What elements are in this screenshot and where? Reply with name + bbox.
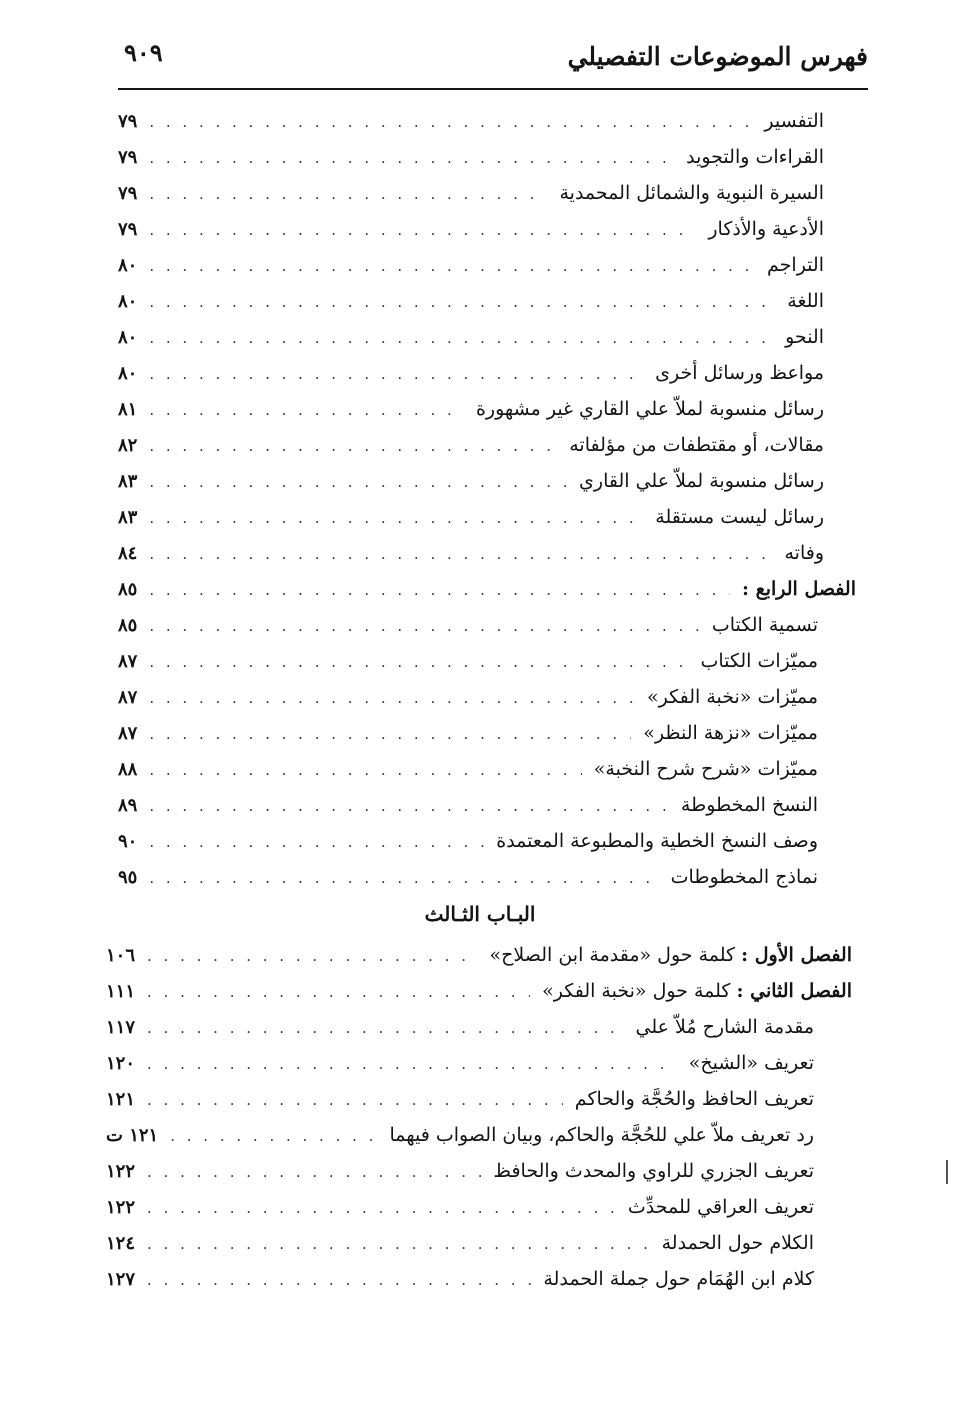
toc-entry-page: ١٢٧ (106, 1269, 136, 1290)
toc-leader-dots (149, 113, 752, 131)
toc-entry-page: ٩٠ (118, 831, 138, 852)
toc-entry (118, 722, 818, 758)
toc-entry-label: كلمة حول «مقدمة ابن الصلاح» (489, 944, 736, 966)
toc-leader-dots (147, 1199, 616, 1217)
toc-entry-page: ٧٩ (118, 183, 138, 204)
toc-entry-label: مميّزات الكتاب (700, 650, 818, 672)
toc-entry-label: اللغة (787, 290, 824, 312)
toc-entry-label: النحو (785, 326, 824, 348)
toc-entry-page: ٧٩ (118, 147, 138, 168)
toc-leader-dots (147, 1019, 624, 1037)
toc-leader-dots (147, 1091, 563, 1109)
toc-entry-page: ٨٧ (118, 723, 138, 744)
toc-leader-dots (147, 947, 478, 965)
toc-entry-label: تعريف العراقي للمحدِّث (627, 1196, 814, 1218)
toc-entry-page: ٨٨ (118, 759, 138, 780)
toc-entry-page: ٨٧ (118, 687, 138, 708)
toc-entry-page: ٨٠ (118, 291, 138, 312)
toc-entry (118, 794, 818, 830)
toc-entry-page: ١١٧ (106, 1017, 136, 1038)
toc-entry (118, 146, 824, 182)
toc-entry-label: تعريف الحافظ والحُجَّة والحاكم (574, 1088, 814, 1110)
toc-entry-label: كلمة حول «نخبة الفكر» (542, 980, 731, 1002)
toc-entry-label: رد تعريف ملاّ علي للحُجَّة والحاكم، وبيان الصواب فيهما (389, 1124, 814, 1146)
toc-entry-label: رسائل منسوبة لملاّ علي القاري غير مشهورة (475, 398, 824, 420)
toc-entry-page: ٩٥ (118, 867, 138, 888)
toc-entry-page: ١٢٠ (106, 1053, 136, 1074)
toc-entry-label: مميّزات «شرح شرح النخبة» (593, 758, 818, 780)
toc-entry-page: ١٢١ (106, 1089, 136, 1110)
toc-entry-label: مميّزات «نخبة الفكر» (647, 686, 818, 708)
toc-leader-dots (149, 797, 669, 815)
toc-entry-label: مميّزات «نزهة النظر» (643, 722, 818, 744)
toc-entry (118, 254, 824, 290)
toc-entry (118, 398, 824, 434)
toc-entry-page: ٨٣ (118, 507, 138, 528)
toc-entry-label: التراجم (767, 254, 824, 276)
toc-leader-dots (149, 329, 773, 347)
toc-entry-label: السيرة النبوية والشمائل المحمدية (559, 182, 824, 204)
toc-leader-dots (149, 473, 567, 491)
toc-entry-label: وفاته (784, 542, 824, 564)
toc-entry-page: ٨٤ (118, 543, 138, 564)
toc-entry-page: ٨٩ (118, 795, 138, 816)
toc-entry-page: ٨٥ (118, 579, 138, 600)
toc-entry-label: تسمية الكتاب (711, 614, 818, 636)
toc-leader-dots (149, 581, 730, 599)
toc-entry-page: ٨٠ (118, 255, 138, 276)
toc-entry (118, 542, 824, 578)
toc-leader-dots (149, 185, 547, 203)
toc-entry (106, 1196, 814, 1232)
toc-entry-label: مقالات، أو مقتطفات من مؤلفاته (569, 434, 824, 456)
toc-entry-label: الكلام حول الحمدلة (661, 1232, 814, 1254)
toc-entry-page: ١٢٢ (106, 1197, 136, 1218)
toc-entry-page: ١٢٤ (106, 1233, 136, 1254)
toc-chapter-entry (106, 944, 852, 980)
toc-leader-dots (147, 1055, 677, 1073)
toc-entry (118, 110, 824, 146)
toc-chapter-entry (118, 578, 856, 614)
scan-edge-mark (946, 1160, 948, 1184)
toc-leader-dots (147, 1235, 650, 1253)
toc-entry-label: مقدمة الشارح مُلاّ علي (635, 1016, 814, 1038)
toc-entry (118, 650, 818, 686)
toc-entry-page: ١١١ (106, 981, 136, 1002)
toc-entry-label: رسائل منسوبة لملاّ علي القاري (579, 470, 824, 492)
toc-leader-dots (149, 257, 755, 275)
toc-entry-label: تعريف «الشيخ» (688, 1052, 814, 1074)
toc-entry (118, 182, 824, 218)
toc-leader-dots (147, 983, 530, 1001)
toc-entry-page: ٧٩ (118, 111, 138, 132)
toc-entry-page: ٧٩ (118, 219, 138, 240)
toc-leader-dots (149, 761, 581, 779)
toc-entry (106, 1088, 814, 1124)
toc-entry (106, 1160, 814, 1196)
toc-entry-page: ٨٥ (118, 615, 138, 636)
toc-entry-page: ٨٢ (118, 435, 138, 456)
toc-entry-page: ١٢٢ (106, 1161, 136, 1182)
toc-entry (118, 614, 818, 650)
toc-leader-dots (149, 401, 464, 419)
header-title: فهرس الموضوعات التفصيلي (567, 42, 868, 71)
toc-entry-label: الفصل الرابع : (741, 578, 856, 600)
toc-entry (118, 326, 824, 362)
toc-leader-dots (149, 149, 674, 167)
toc-entry-page: ١٠٦ (106, 945, 136, 966)
toc-entry (106, 1016, 814, 1052)
toc-entry (118, 434, 824, 470)
toc-entry (118, 830, 818, 866)
toc-entry-label: النسخ المخطوطة (680, 794, 818, 816)
toc-leader-dots (147, 1271, 531, 1289)
toc-entry-label: تعريف الجزري للراوي والمحدث والحافظ (493, 1160, 814, 1182)
toc-chapter-label: الفصل الثاني : (736, 980, 852, 1002)
toc-entry-page: ١٢١ ت (106, 1125, 159, 1146)
toc-leader-dots (149, 221, 696, 239)
toc-entry (118, 686, 818, 722)
toc-entry-label: مواعظ ورسائل أخرى (655, 362, 824, 384)
toc-entry (106, 1052, 814, 1088)
toc-entry-page: ٨٠ (118, 327, 138, 348)
page-header (118, 34, 868, 90)
toc-entry-label: الأدعية والأذكار (708, 218, 824, 240)
toc-entry (118, 866, 818, 902)
toc-leader-dots (149, 833, 484, 851)
toc-chapter-entry (106, 980, 852, 1016)
toc-entry-label: التفسير (764, 110, 824, 132)
toc-entry-label: وصف النسخ الخطية والمطبوعة المعتمدة (496, 830, 818, 852)
toc-leader-dots (149, 617, 700, 635)
toc-leader-dots (149, 725, 631, 743)
header-page-number: ٩٠٩ (124, 38, 163, 67)
toc-leader-dots (149, 545, 772, 563)
toc-leader-dots (149, 293, 775, 311)
toc-entry-page: ٨٠ (118, 363, 138, 384)
toc-leader-dots (147, 1163, 481, 1181)
toc-entry (118, 218, 824, 254)
toc-entry (118, 758, 818, 794)
toc-entry (106, 1232, 814, 1268)
toc-entry (118, 506, 824, 542)
toc-entry (118, 290, 824, 326)
toc-entry (118, 362, 824, 398)
toc-leader-dots (149, 689, 635, 707)
toc-entry-label: كلام ابن الهُمَام حول جملة الحمدلة (543, 1268, 814, 1290)
section-heading: البـاب الثـالث (424, 902, 536, 926)
toc-entry (106, 1268, 814, 1304)
toc-leader-dots (149, 437, 557, 455)
toc-entry-label: رسائل ليست مستقلة (655, 506, 824, 528)
toc-entry-page: ٨٧ (118, 651, 138, 672)
toc-leader-dots (149, 869, 658, 887)
toc-leader-dots (149, 365, 643, 383)
toc-entry-label: القراءات والتجويد (686, 146, 824, 168)
toc-leader-dots (149, 653, 688, 671)
toc-entry-page: ٨٣ (118, 471, 138, 492)
toc-entry (118, 470, 824, 506)
toc-entry-label: نماذج المخطوطات (670, 866, 818, 888)
toc-entry (106, 1124, 814, 1160)
toc-leader-dots (149, 509, 643, 527)
toc-leader-dots (170, 1127, 377, 1145)
toc-chapter-label: الفصل الأول : (741, 944, 852, 966)
toc-entry-page: ٨١ (118, 399, 138, 420)
